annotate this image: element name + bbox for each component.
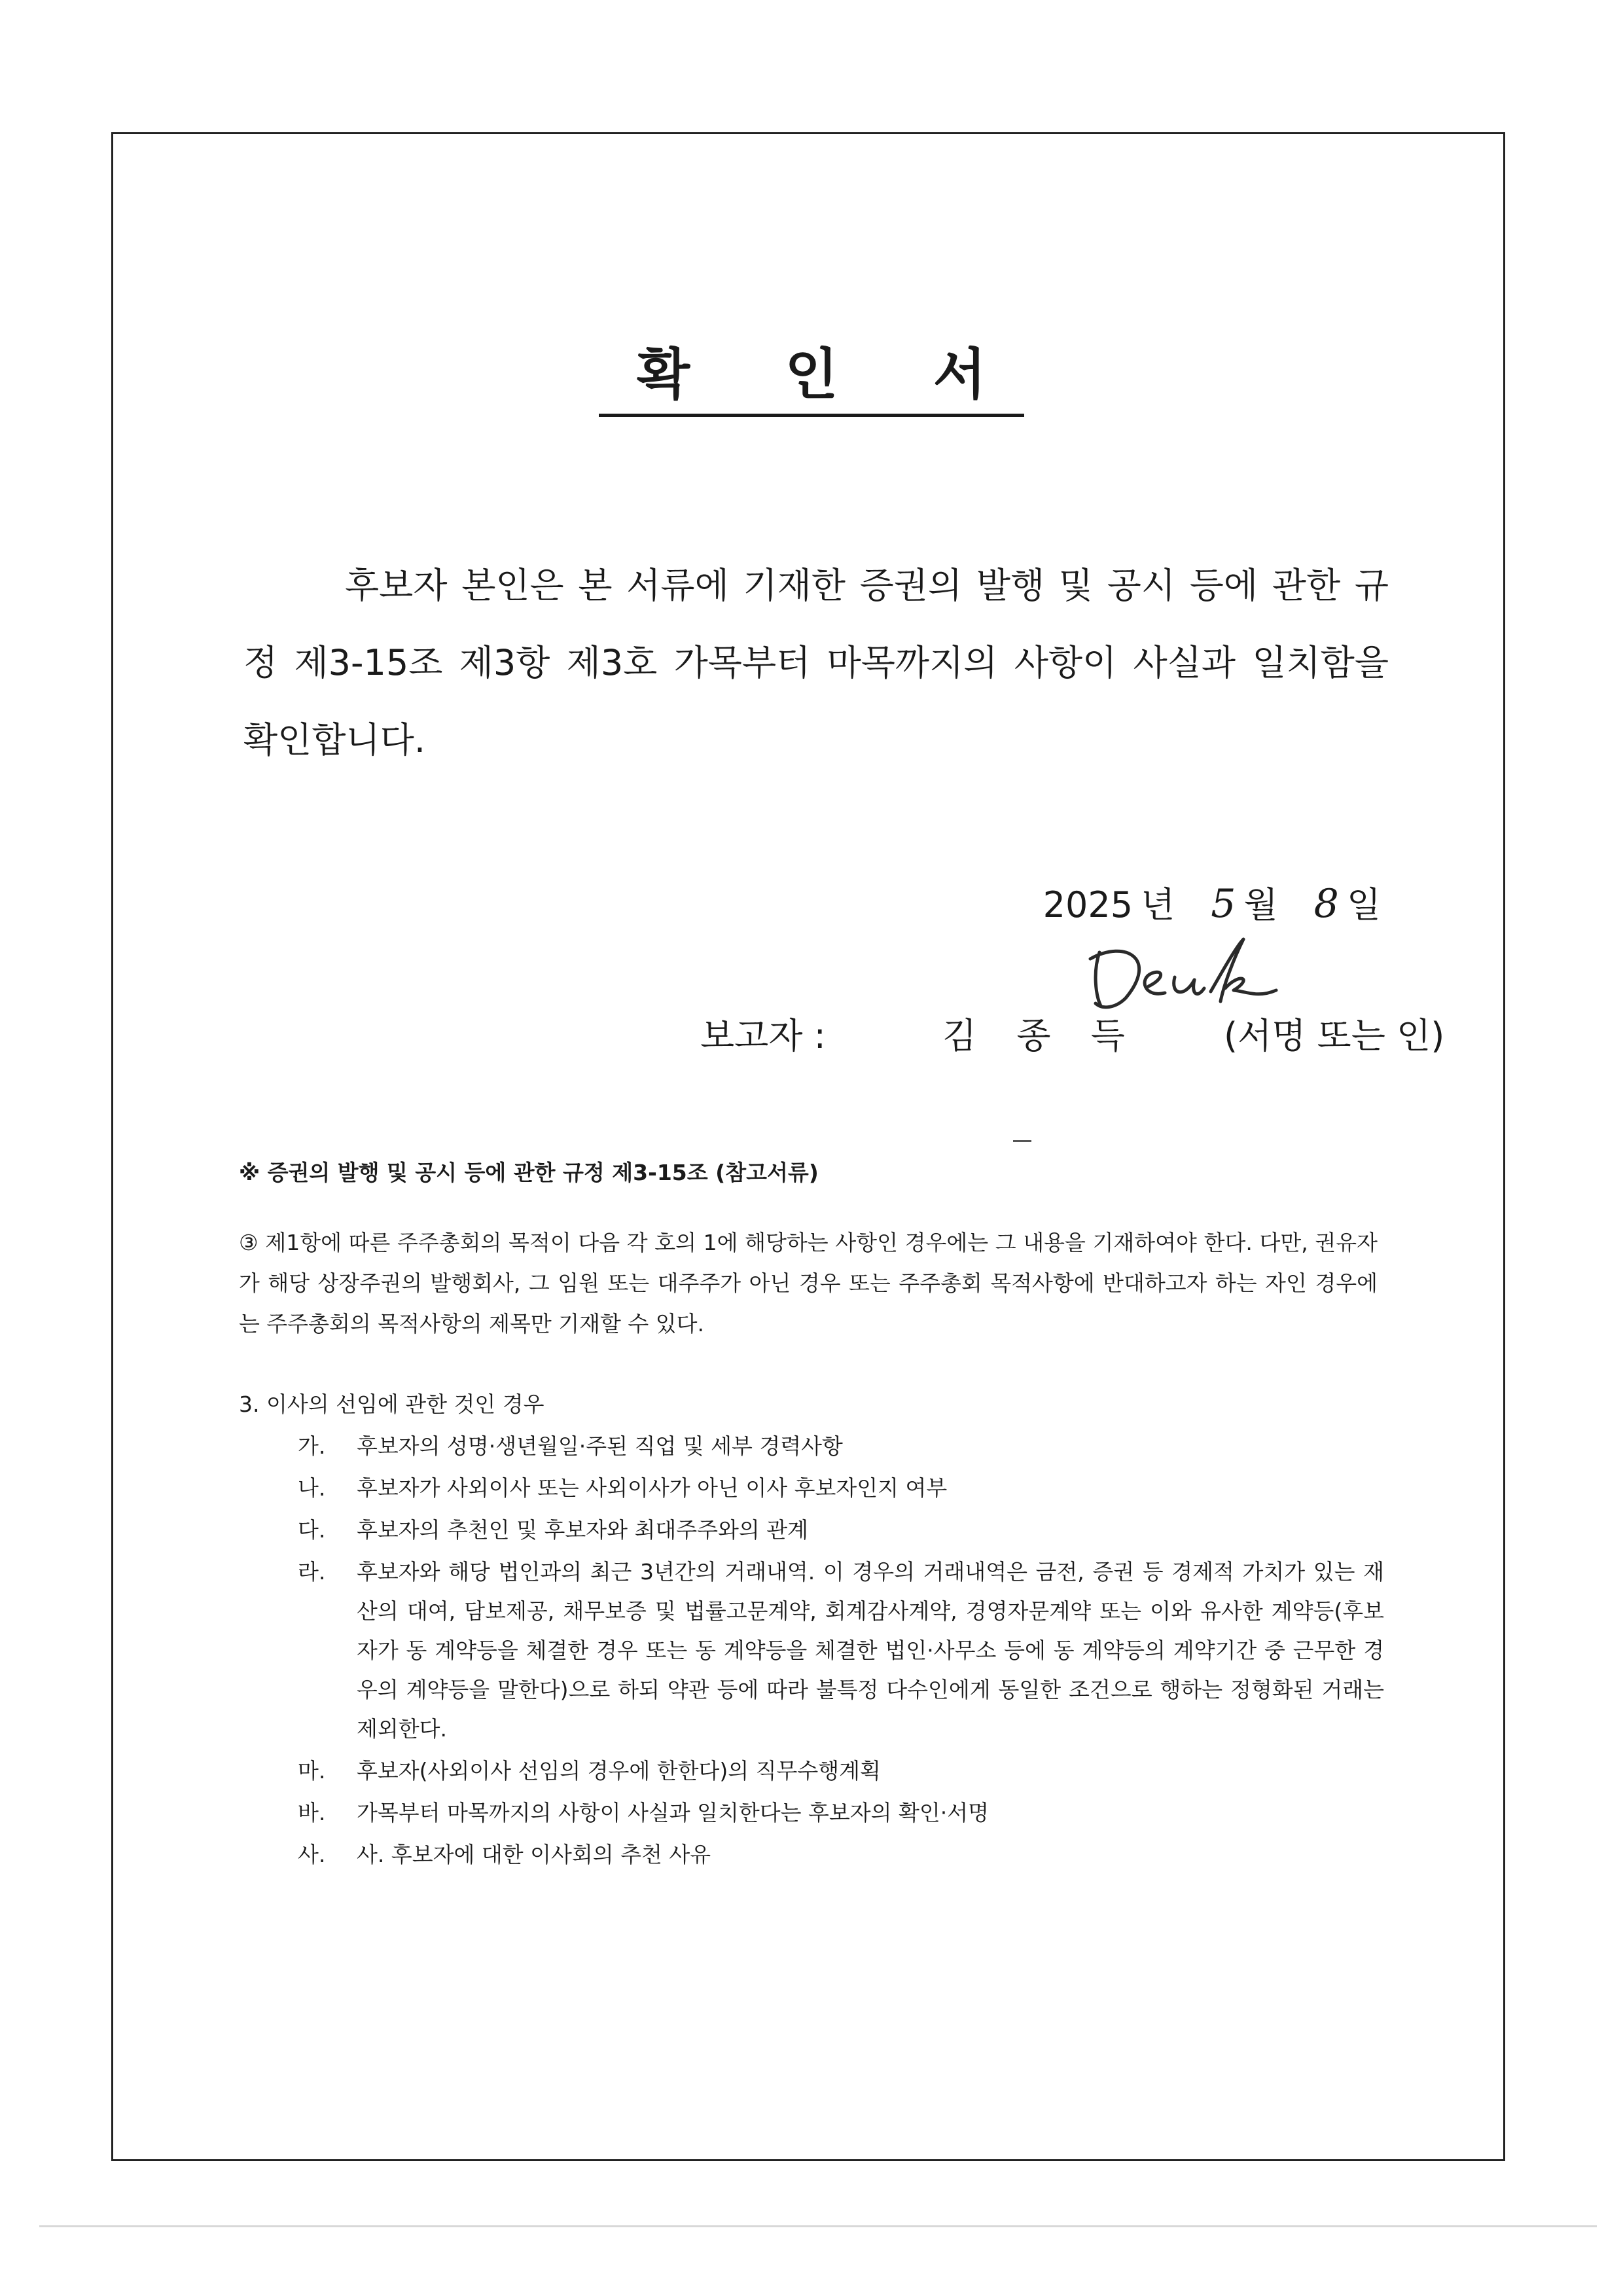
date-day-unit: 일: [1346, 884, 1381, 925]
item-marker: 다.: [298, 1517, 326, 1543]
item-text: 사. 후보자에 대한 이사회의 추천 사유: [357, 1842, 711, 1867]
item-marker: 바.: [298, 1800, 326, 1825]
list-item: [298, 1793, 1384, 1833]
item-text: 후보자의 성명·생년월일·주된 직업 및 세부 경력사항: [357, 1433, 843, 1459]
signer-label: 보고자 :: [700, 1015, 826, 1056]
list-item: [298, 1427, 1384, 1466]
date-month-unit: 월: [1243, 884, 1278, 925]
item-marker: 나.: [298, 1475, 326, 1501]
item-marker: 라.: [298, 1559, 326, 1585]
item-text: 후보자의 추천인 및 후보자와 최대주주와의 관계: [357, 1517, 809, 1543]
item-marker: 가.: [298, 1433, 326, 1459]
date-month: 5: [1211, 881, 1236, 927]
document-title: [0, 331, 1623, 417]
item-text: 후보자가 사외이사 또는 사외이사가 아닌 이사 후보자인지 여부: [357, 1475, 948, 1501]
item-marker: 마.: [298, 1758, 326, 1784]
document-title-text: 확 인 서: [599, 331, 1024, 417]
list-item: [298, 1835, 1384, 1874]
list-item: [298, 1552, 1384, 1749]
requirement-list: [298, 1427, 1384, 1877]
item-text: 후보자와 해당 법인과의 최근 3년간의 거래내역. 이 경우의 거래내역은 금전, 증권 등 경제적 가치가 있는 재산의 대여, 담보제공, 채무보증 및 법률고문계약, 회계감사계약, 경영자문계약 또는 이와 유사한 계약등(후보자가 동 계약등을 체결한 경우 또는 동 계약등을 체결한 법인·사무소 등에 동 계약등의 계약기간 중 근무한 경우의 계약등을 말한다)으로 하되 약관 등에 따라 불특정 다수인에게 동일한 조건으로 행하는 정형화된 거래는 제외한다.: [357, 1559, 1384, 1742]
list-item: [298, 1511, 1384, 1550]
handwritten-signature: [1086, 933, 1302, 1018]
scan-edge-line: [39, 2225, 1597, 2227]
reference-heading: ※ 증권의 발행 및 공시 등에 관한 규정 제3-15조 (참고서류): [239, 1160, 819, 1185]
list-item: [298, 1469, 1384, 1508]
date-year: 2025: [1043, 884, 1133, 925]
case-heading: 3. 이사의 선임에 관한 것인 경우: [239, 1391, 544, 1417]
item-text: 가목부터 마목까지의 사항이 사실과 일치한다는 후보자의 확인·서명: [357, 1800, 990, 1825]
signer-line: [700, 1008, 1444, 1058]
date-day: 8: [1313, 881, 1339, 927]
date-year-unit: 년: [1141, 884, 1175, 925]
item-text: 후보자(사외이사 선임의 경우에 한한다)의 직무수행계획: [357, 1758, 881, 1784]
sign-note: (서명 또는 인): [1224, 1015, 1445, 1056]
scan-mark: [1013, 1140, 1031, 1142]
reference-paragraph: ③ 제1항에 따른 주주총회의 목적이 다음 각 호의 1에 해당하는 사항인 경우에는 그 내용을 기재하여야 한다. 다만, 권유자가 해당 상장주권의 발행회사, 그 임원 또는 대주주가 아닌 경우 또는 주주총회 목적사항에 반대하고자 하는 자인 경우에는 주주총회의 목적사항의 제목만 기재할 수 있다.: [239, 1230, 1378, 1336]
item-marker: 사.: [298, 1842, 326, 1867]
date-line: [1043, 877, 1381, 927]
signer-name: 김 종 득: [942, 1015, 1139, 1056]
list-item: [298, 1751, 1384, 1791]
confirmation-statement: 후보자 본인은 본 서류에 기재한 증권의 발행 및 공시 등에 관한 규정 제3-15조 제3항 제3호 가목부터 마목까지의 사항이 사실과 일치함을 확인합니다.: [243, 565, 1389, 761]
